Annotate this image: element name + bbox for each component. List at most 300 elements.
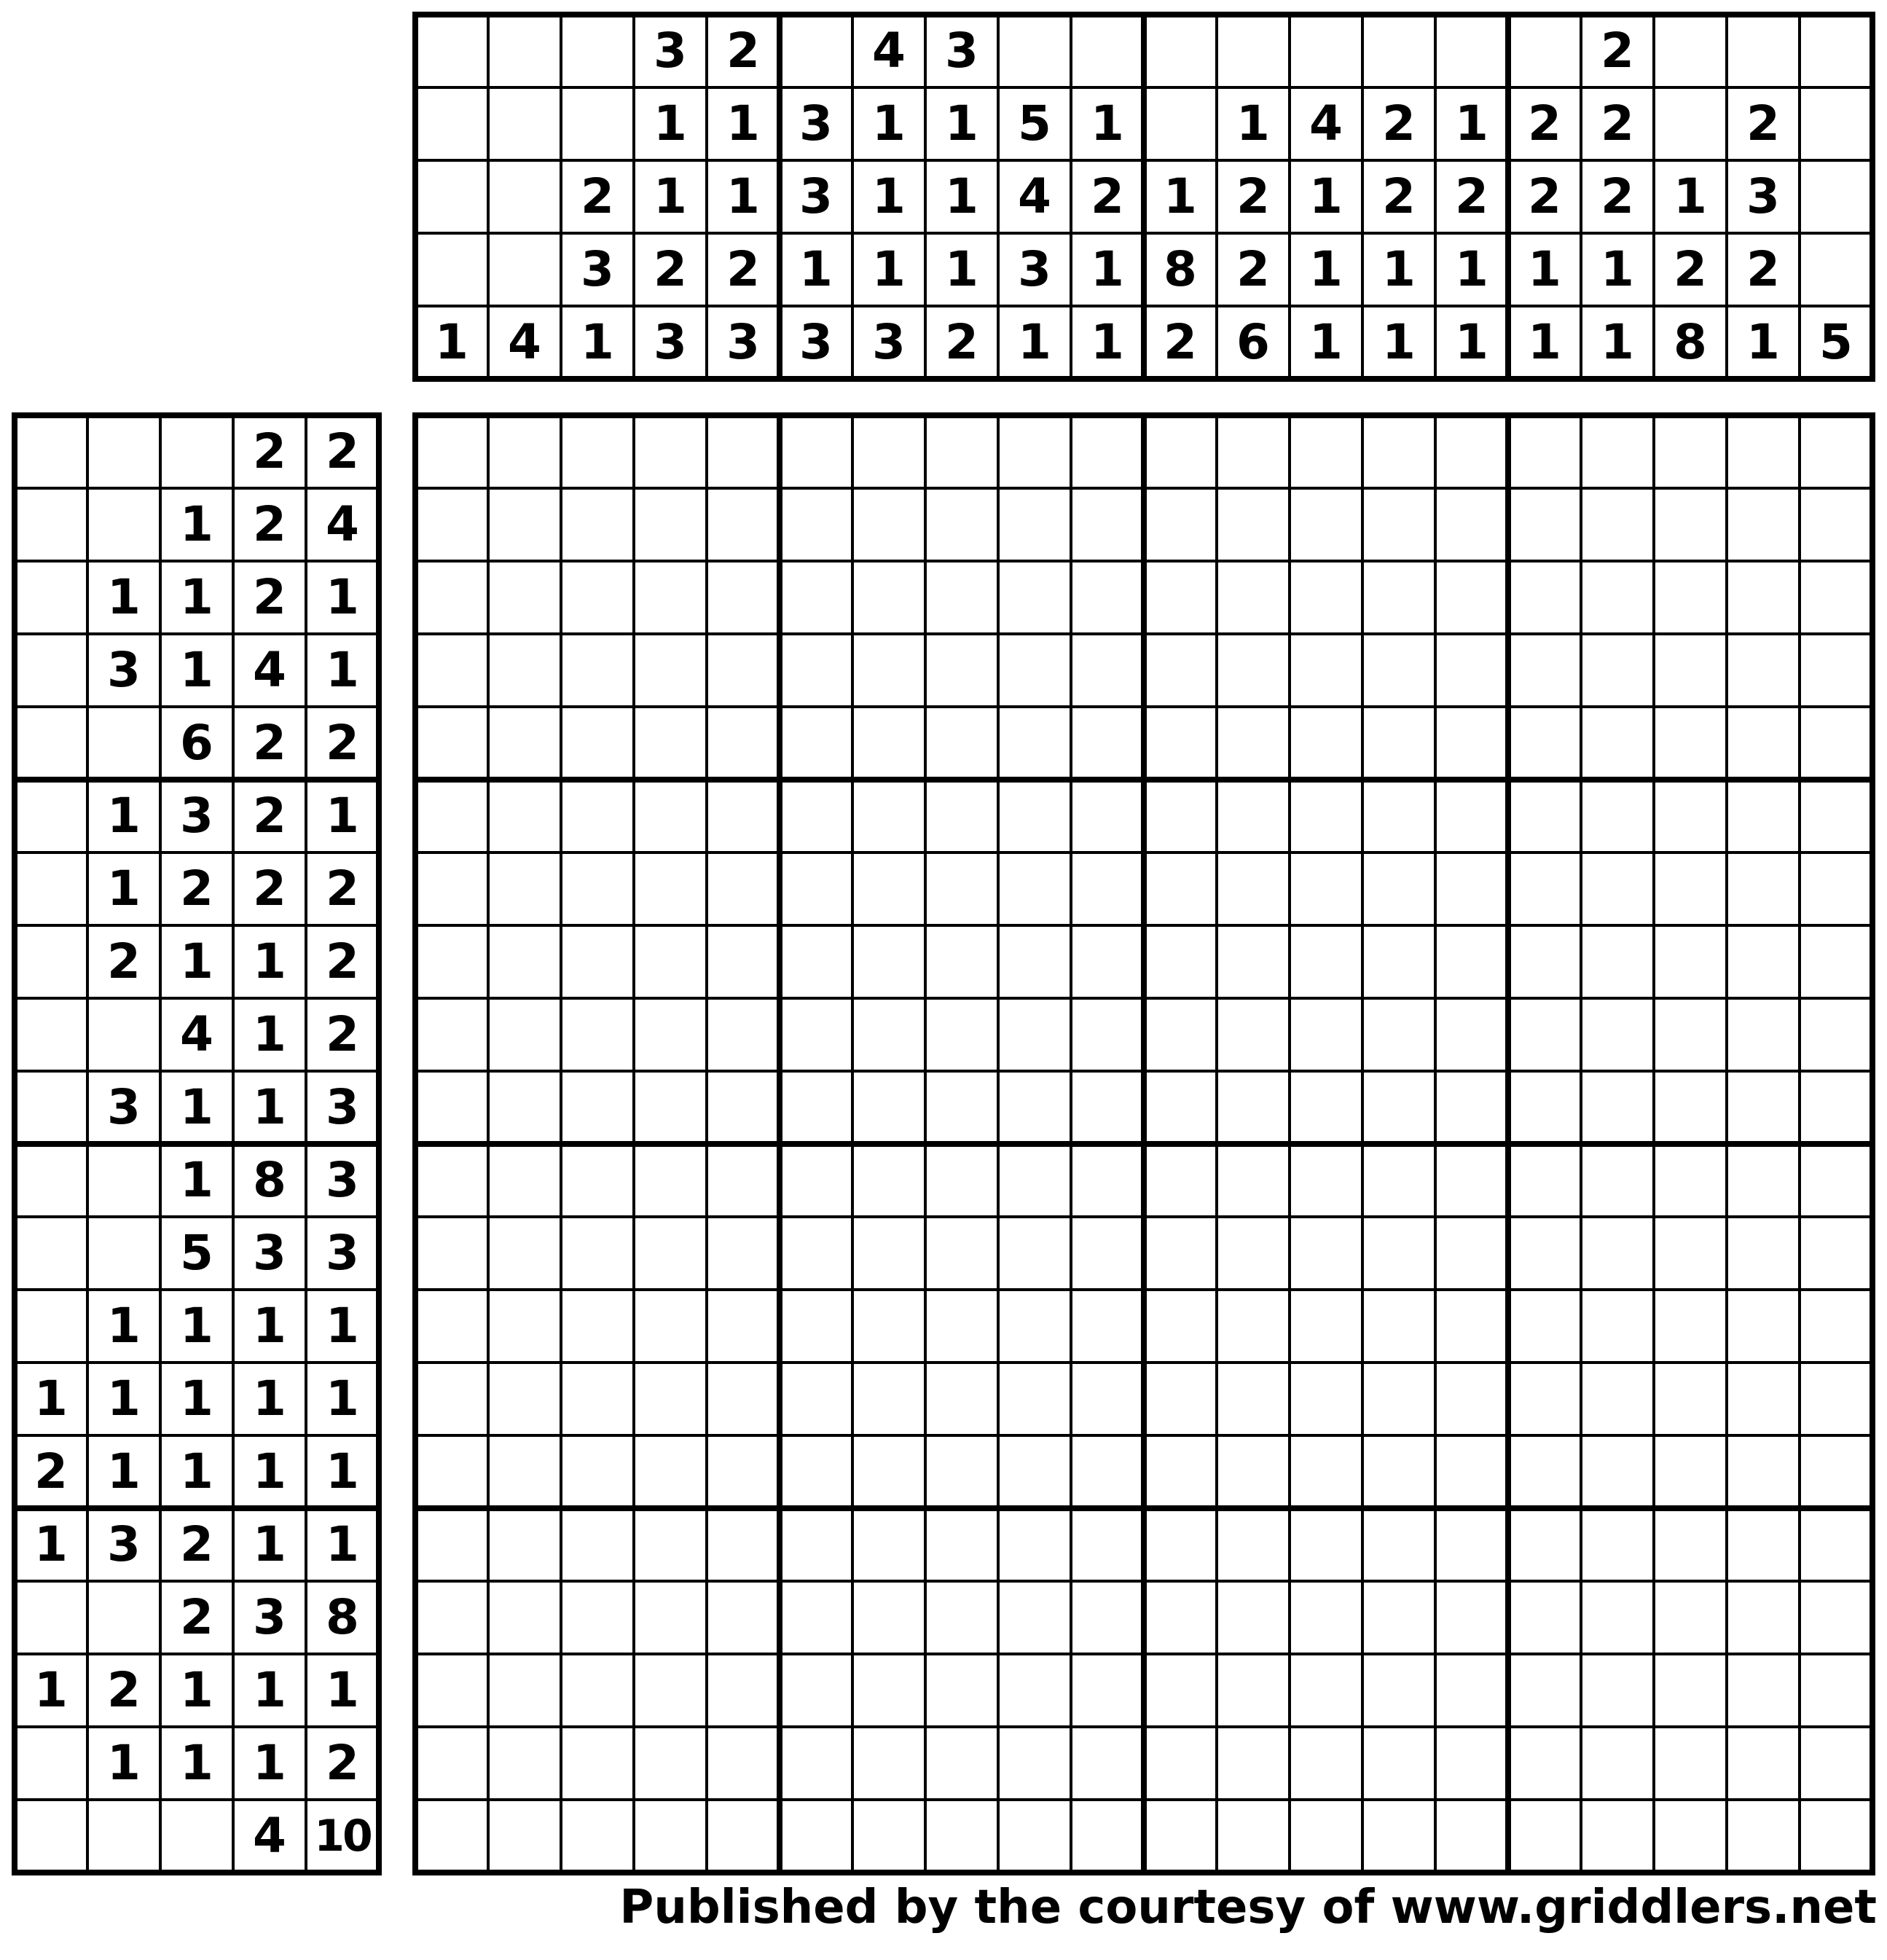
grid-cell[interactable] [1727, 1508, 1800, 1581]
grid-cell[interactable] [1508, 852, 1581, 925]
grid-cell[interactable] [998, 1071, 1071, 1144]
grid-cell[interactable] [634, 1508, 707, 1581]
grid-cell[interactable] [1581, 488, 1654, 561]
grid-cell[interactable] [561, 852, 634, 925]
grid-cell[interactable] [1581, 1144, 1654, 1217]
grid-cell[interactable] [852, 1654, 925, 1727]
grid-cell[interactable] [1654, 1217, 1727, 1290]
grid-cell[interactable] [998, 1581, 1071, 1654]
grid-cell[interactable] [488, 998, 561, 1071]
grid-cell[interactable] [780, 707, 852, 780]
grid-cell[interactable] [1435, 1727, 1508, 1800]
grid-cell[interactable] [1727, 852, 1800, 925]
grid-cell[interactable] [1071, 1217, 1144, 1290]
grid-cell[interactable] [1144, 998, 1217, 1071]
grid-cell[interactable] [852, 925, 925, 998]
grid-cell[interactable] [415, 1508, 488, 1581]
grid-cell[interactable] [1435, 415, 1508, 488]
grid-cell[interactable] [1800, 488, 1872, 561]
grid-cell[interactable] [1217, 1581, 1290, 1654]
grid-cell[interactable] [780, 1071, 852, 1144]
grid-cell[interactable] [1290, 634, 1362, 707]
grid-cell[interactable] [1800, 925, 1872, 998]
grid-cell[interactable] [634, 998, 707, 1071]
grid-cell[interactable] [707, 852, 780, 925]
grid-cell[interactable] [707, 707, 780, 780]
grid-cell[interactable] [634, 1144, 707, 1217]
grid-cell[interactable] [1435, 1217, 1508, 1290]
grid-cell[interactable] [1435, 488, 1508, 561]
grid-cell[interactable] [707, 1144, 780, 1217]
grid-cell[interactable] [998, 415, 1071, 488]
grid-cell[interactable] [561, 1581, 634, 1654]
grid-cell[interactable] [561, 1654, 634, 1727]
grid-cell[interactable] [415, 780, 488, 852]
grid-cell[interactable] [634, 780, 707, 852]
grid-cell[interactable] [1362, 925, 1435, 998]
grid-cell[interactable] [998, 1363, 1071, 1435]
grid-cell[interactable] [1508, 1727, 1581, 1800]
grid-cell[interactable] [1071, 488, 1144, 561]
grid-cell[interactable] [707, 1581, 780, 1654]
grid-cell[interactable] [1581, 415, 1654, 488]
grid-cell[interactable] [852, 1581, 925, 1654]
grid-cell[interactable] [1144, 1654, 1217, 1727]
grid-cell[interactable] [707, 1508, 780, 1581]
grid-cell[interactable] [1290, 1217, 1362, 1290]
grid-cell[interactable] [1362, 852, 1435, 925]
grid-cell[interactable] [1654, 415, 1727, 488]
grid-cell[interactable] [707, 1435, 780, 1508]
grid-cell[interactable] [1362, 1363, 1435, 1435]
grid-cell[interactable] [1144, 1217, 1217, 1290]
grid-cell[interactable] [852, 1217, 925, 1290]
grid-cell[interactable] [1144, 852, 1217, 925]
grid-cell[interactable] [1144, 1727, 1217, 1800]
grid-cell[interactable] [1071, 1435, 1144, 1508]
grid-cell[interactable] [998, 1800, 1071, 1873]
grid-cell[interactable] [1727, 1727, 1800, 1800]
grid-cell[interactable] [1144, 1363, 1217, 1435]
grid-cell[interactable] [1654, 561, 1727, 634]
grid-cell[interactable] [1508, 1144, 1581, 1217]
grid-cell[interactable] [925, 1144, 998, 1217]
grid-cell[interactable] [925, 780, 998, 852]
grid-cell[interactable] [1508, 634, 1581, 707]
grid-cell[interactable] [1217, 1727, 1290, 1800]
grid-cell[interactable] [1581, 1217, 1654, 1290]
grid-cell[interactable] [780, 1581, 852, 1654]
grid-cell[interactable] [1290, 998, 1362, 1071]
grid-cell[interactable] [1435, 1290, 1508, 1363]
grid-cell[interactable] [1217, 780, 1290, 852]
grid-cell[interactable] [1290, 488, 1362, 561]
grid-cell[interactable] [1435, 1363, 1508, 1435]
grid-cell[interactable] [1435, 1144, 1508, 1217]
grid-cell[interactable] [1727, 1363, 1800, 1435]
grid-cell[interactable] [415, 1071, 488, 1144]
grid-cell[interactable] [707, 415, 780, 488]
grid-cell[interactable] [998, 1217, 1071, 1290]
grid-cell[interactable] [925, 415, 998, 488]
grid-cell[interactable] [634, 925, 707, 998]
grid-cell[interactable] [561, 707, 634, 780]
grid-cell[interactable] [707, 561, 780, 634]
grid-cell[interactable] [1508, 1217, 1581, 1290]
grid-cell[interactable] [1217, 634, 1290, 707]
grid-cell[interactable] [1290, 925, 1362, 998]
grid-cell[interactable] [1071, 561, 1144, 634]
grid-cell[interactable] [1727, 780, 1800, 852]
grid-cell[interactable] [852, 488, 925, 561]
grid-cell[interactable] [780, 852, 852, 925]
grid-cell[interactable] [488, 1071, 561, 1144]
grid-cell[interactable] [1581, 925, 1654, 998]
grid-cell[interactable] [1581, 1581, 1654, 1654]
grid-cell[interactable] [1144, 1508, 1217, 1581]
grid-cell[interactable] [1800, 1363, 1872, 1435]
grid-cell[interactable] [1362, 1508, 1435, 1581]
grid-cell[interactable] [707, 1800, 780, 1873]
grid-cell[interactable] [1144, 415, 1217, 488]
grid-cell[interactable] [925, 1435, 998, 1508]
grid-cell[interactable] [1362, 1071, 1435, 1144]
grid-cell[interactable] [415, 1727, 488, 1800]
grid-cell[interactable] [1581, 1435, 1654, 1508]
grid-cell[interactable] [1362, 707, 1435, 780]
grid-cell[interactable] [561, 415, 634, 488]
grid-cell[interactable] [780, 488, 852, 561]
grid-cell[interactable] [1217, 852, 1290, 925]
grid-cell[interactable] [1217, 561, 1290, 634]
grid-cell[interactable] [998, 1290, 1071, 1363]
grid-cell[interactable] [415, 634, 488, 707]
grid-cell[interactable] [780, 1727, 852, 1800]
grid-cell[interactable] [780, 1144, 852, 1217]
grid-cell[interactable] [1217, 925, 1290, 998]
grid-cell[interactable] [1800, 561, 1872, 634]
grid-cell[interactable] [1435, 707, 1508, 780]
grid-cell[interactable] [780, 561, 852, 634]
grid-cell[interactable] [415, 925, 488, 998]
grid-cell[interactable] [780, 415, 852, 488]
grid-cell[interactable] [780, 1508, 852, 1581]
grid-cell[interactable] [1654, 998, 1727, 1071]
grid-cell[interactable] [998, 1144, 1071, 1217]
grid-cell[interactable] [1508, 780, 1581, 852]
grid-cell[interactable] [925, 1727, 998, 1800]
grid-cell[interactable] [488, 1144, 561, 1217]
grid-cell[interactable] [707, 488, 780, 561]
grid-cell[interactable] [925, 634, 998, 707]
grid-cell[interactable] [780, 1290, 852, 1363]
grid-cell[interactable] [488, 1290, 561, 1363]
grid-cell[interactable] [1290, 1581, 1362, 1654]
grid-cell[interactable] [1654, 1290, 1727, 1363]
grid-cell[interactable] [1508, 1800, 1581, 1873]
grid-cell[interactable] [1362, 1290, 1435, 1363]
grid-cell[interactable] [707, 1217, 780, 1290]
grid-cell[interactable] [780, 1654, 852, 1727]
grid-cell[interactable] [1144, 1144, 1217, 1217]
grid-cell[interactable] [925, 1581, 998, 1654]
grid-cell[interactable] [998, 1435, 1071, 1508]
grid-cell[interactable] [488, 1654, 561, 1727]
grid-cell[interactable] [925, 1654, 998, 1727]
grid-cell[interactable] [488, 707, 561, 780]
grid-cell[interactable] [1435, 1071, 1508, 1144]
grid-cell[interactable] [998, 488, 1071, 561]
grid-cell[interactable] [1581, 1290, 1654, 1363]
grid-cell[interactable] [925, 488, 998, 561]
grid-cell[interactable] [561, 1071, 634, 1144]
grid-cell[interactable] [561, 925, 634, 998]
grid-cell[interactable] [1071, 852, 1144, 925]
grid-cell[interactable] [1071, 1654, 1144, 1727]
grid-cell[interactable] [925, 561, 998, 634]
grid-cell[interactable] [1727, 1290, 1800, 1363]
grid-cell[interactable] [1654, 1508, 1727, 1581]
grid-cell[interactable] [415, 1217, 488, 1290]
grid-cell[interactable] [1654, 1144, 1727, 1217]
grid-cell[interactable] [852, 1363, 925, 1435]
grid-cell[interactable] [1727, 415, 1800, 488]
grid-cell[interactable] [1290, 1508, 1362, 1581]
grid-cell[interactable] [925, 925, 998, 998]
grid-cell[interactable] [1581, 707, 1654, 780]
grid-cell[interactable] [1071, 1508, 1144, 1581]
grid-cell[interactable] [1435, 1581, 1508, 1654]
grid-cell[interactable] [852, 1290, 925, 1363]
grid-cell[interactable] [1727, 707, 1800, 780]
grid-cell[interactable] [634, 1290, 707, 1363]
grid-cell[interactable] [1654, 634, 1727, 707]
grid-cell[interactable] [1362, 1144, 1435, 1217]
grid-cell[interactable] [1435, 780, 1508, 852]
grid-cell[interactable] [415, 415, 488, 488]
grid-cell[interactable] [1727, 1800, 1800, 1873]
grid-cell[interactable] [1217, 1144, 1290, 1217]
grid-cell[interactable] [415, 488, 488, 561]
grid-cell[interactable] [998, 1508, 1071, 1581]
grid-cell[interactable] [634, 1654, 707, 1727]
grid-cell[interactable] [925, 707, 998, 780]
grid-cell[interactable] [561, 1727, 634, 1800]
grid-cell[interactable] [1435, 1800, 1508, 1873]
grid-cell[interactable] [1654, 1800, 1727, 1873]
grid-cell[interactable] [488, 561, 561, 634]
grid-cell[interactable] [1435, 1654, 1508, 1727]
grid-cell[interactable] [1144, 707, 1217, 780]
grid-cell[interactable] [488, 1800, 561, 1873]
grid-cell[interactable] [634, 1217, 707, 1290]
grid-cell[interactable] [1217, 415, 1290, 488]
grid-cell[interactable] [707, 1727, 780, 1800]
grid-cell[interactable] [1071, 925, 1144, 998]
grid-cell[interactable] [1727, 1654, 1800, 1727]
grid-cell[interactable] [1144, 1435, 1217, 1508]
grid-cell[interactable] [1290, 1290, 1362, 1363]
grid-cell[interactable] [561, 780, 634, 852]
grid-cell[interactable] [488, 1363, 561, 1435]
grid-cell[interactable] [852, 998, 925, 1071]
grid-cell[interactable] [1800, 1217, 1872, 1290]
grid-cell[interactable] [415, 1800, 488, 1873]
grid-cell[interactable] [634, 852, 707, 925]
grid-cell[interactable] [707, 1363, 780, 1435]
grid-cell[interactable] [707, 1290, 780, 1363]
grid-cell[interactable] [1435, 634, 1508, 707]
grid-cell[interactable] [1800, 1654, 1872, 1727]
grid-cell[interactable] [1071, 1581, 1144, 1654]
grid-cell[interactable] [415, 998, 488, 1071]
grid-cell[interactable] [1581, 634, 1654, 707]
grid-cell[interactable] [1654, 925, 1727, 998]
grid-cell[interactable] [1654, 1581, 1727, 1654]
grid-cell[interactable] [1362, 1217, 1435, 1290]
grid-cell[interactable] [1435, 998, 1508, 1071]
grid-cell[interactable] [1144, 1581, 1217, 1654]
grid-cell[interactable] [925, 998, 998, 1071]
grid-cell[interactable] [1362, 561, 1435, 634]
grid-cell[interactable] [415, 1654, 488, 1727]
grid-cell[interactable] [1800, 1508, 1872, 1581]
grid-cell[interactable] [1800, 1144, 1872, 1217]
grid-cell[interactable] [1362, 998, 1435, 1071]
grid-cell[interactable] [1508, 1363, 1581, 1435]
grid-cell[interactable] [561, 488, 634, 561]
grid-cell[interactable] [998, 634, 1071, 707]
grid-cell[interactable] [561, 1144, 634, 1217]
grid-cell[interactable] [1362, 1727, 1435, 1800]
grid-cell[interactable] [1071, 707, 1144, 780]
grid-cell[interactable] [561, 1217, 634, 1290]
grid-cell[interactable] [1362, 780, 1435, 852]
grid-cell[interactable] [1727, 488, 1800, 561]
grid-cell[interactable] [1654, 1654, 1727, 1727]
grid-cell[interactable] [1362, 634, 1435, 707]
grid-cell[interactable] [852, 634, 925, 707]
grid-cell[interactable] [1144, 1800, 1217, 1873]
grid-cell[interactable] [1800, 707, 1872, 780]
grid-cell[interactable] [1217, 998, 1290, 1071]
grid-cell[interactable] [1071, 634, 1144, 707]
grid-cell[interactable] [707, 1654, 780, 1727]
grid-cell[interactable] [1654, 1727, 1727, 1800]
grid-cell[interactable] [1144, 1290, 1217, 1363]
grid-cell[interactable] [415, 1363, 488, 1435]
grid-cell[interactable] [780, 634, 852, 707]
grid-cell[interactable] [780, 925, 852, 998]
grid-cell[interactable] [1581, 1800, 1654, 1873]
grid-cell[interactable] [1071, 1290, 1144, 1363]
grid-cell[interactable] [488, 780, 561, 852]
grid-cell[interactable] [1508, 1508, 1581, 1581]
grid-cell[interactable] [1800, 1727, 1872, 1800]
grid-cell[interactable] [1800, 1800, 1872, 1873]
grid-cell[interactable] [561, 1800, 634, 1873]
grid-cell[interactable] [998, 998, 1071, 1071]
grid-cell[interactable] [634, 634, 707, 707]
grid-cell[interactable] [415, 1290, 488, 1363]
grid-cell[interactable] [1071, 1363, 1144, 1435]
grid-cell[interactable] [488, 1435, 561, 1508]
grid-cell[interactable] [925, 852, 998, 925]
grid-cell[interactable] [707, 780, 780, 852]
grid-cell[interactable] [1800, 852, 1872, 925]
grid-cell[interactable] [925, 1217, 998, 1290]
grid-cell[interactable] [1071, 415, 1144, 488]
grid-cell[interactable] [1217, 707, 1290, 780]
grid-cell[interactable] [1508, 561, 1581, 634]
grid-cell[interactable] [852, 852, 925, 925]
grid-cell[interactable] [1435, 561, 1508, 634]
grid-cell[interactable] [1508, 1435, 1581, 1508]
grid-cell[interactable] [998, 1727, 1071, 1800]
grid-cell[interactable] [1217, 1508, 1290, 1581]
grid-cell[interactable] [925, 1071, 998, 1144]
grid-cell[interactable] [1800, 1071, 1872, 1144]
grid-cell[interactable] [1800, 634, 1872, 707]
grid-cell[interactable] [1362, 1435, 1435, 1508]
grid-cell[interactable] [1654, 1435, 1727, 1508]
grid-cell[interactable] [1217, 1800, 1290, 1873]
grid-cell[interactable] [852, 1800, 925, 1873]
grid-cell[interactable] [1727, 1581, 1800, 1654]
grid-cell[interactable] [1581, 1727, 1654, 1800]
grid-cell[interactable] [780, 998, 852, 1071]
grid-cell[interactable] [707, 634, 780, 707]
grid-cell[interactable] [415, 852, 488, 925]
grid-cell[interactable] [1290, 1800, 1362, 1873]
grid-cell[interactable] [1508, 1654, 1581, 1727]
grid-cell[interactable] [707, 1071, 780, 1144]
grid-cell[interactable] [488, 1581, 561, 1654]
grid-cell[interactable] [488, 1508, 561, 1581]
grid-cell[interactable] [634, 707, 707, 780]
grid-cell[interactable] [1581, 1508, 1654, 1581]
grid-cell[interactable] [1144, 925, 1217, 998]
grid-cell[interactable] [561, 998, 634, 1071]
grid-cell[interactable] [998, 852, 1071, 925]
grid-cell[interactable] [1727, 1435, 1800, 1508]
grid-cell[interactable] [1362, 415, 1435, 488]
grid-cell[interactable] [1508, 998, 1581, 1071]
grid-cell[interactable] [415, 1144, 488, 1217]
grid-cell[interactable] [1217, 1363, 1290, 1435]
grid-cell[interactable] [1290, 780, 1362, 852]
grid-cell[interactable] [1290, 1727, 1362, 1800]
grid-cell[interactable] [1217, 1654, 1290, 1727]
grid-cell[interactable] [1217, 1435, 1290, 1508]
grid-cell[interactable] [998, 780, 1071, 852]
grid-cell[interactable] [1144, 561, 1217, 634]
grid-cell[interactable] [1362, 1800, 1435, 1873]
grid-cell[interactable] [1727, 1144, 1800, 1217]
grid-cell[interactable] [1508, 707, 1581, 780]
grid-cell[interactable] [634, 488, 707, 561]
grid-cell[interactable] [1290, 1363, 1362, 1435]
grid-cell[interactable] [1290, 707, 1362, 780]
grid-cell[interactable] [1435, 1435, 1508, 1508]
grid-cell[interactable] [1800, 1581, 1872, 1654]
grid-cell[interactable] [707, 925, 780, 998]
grid-cell[interactable] [1508, 1581, 1581, 1654]
grid-cell[interactable] [1508, 1071, 1581, 1144]
grid-cell[interactable] [488, 925, 561, 998]
grid-cell[interactable] [1581, 1363, 1654, 1435]
grid-cell[interactable] [415, 1581, 488, 1654]
